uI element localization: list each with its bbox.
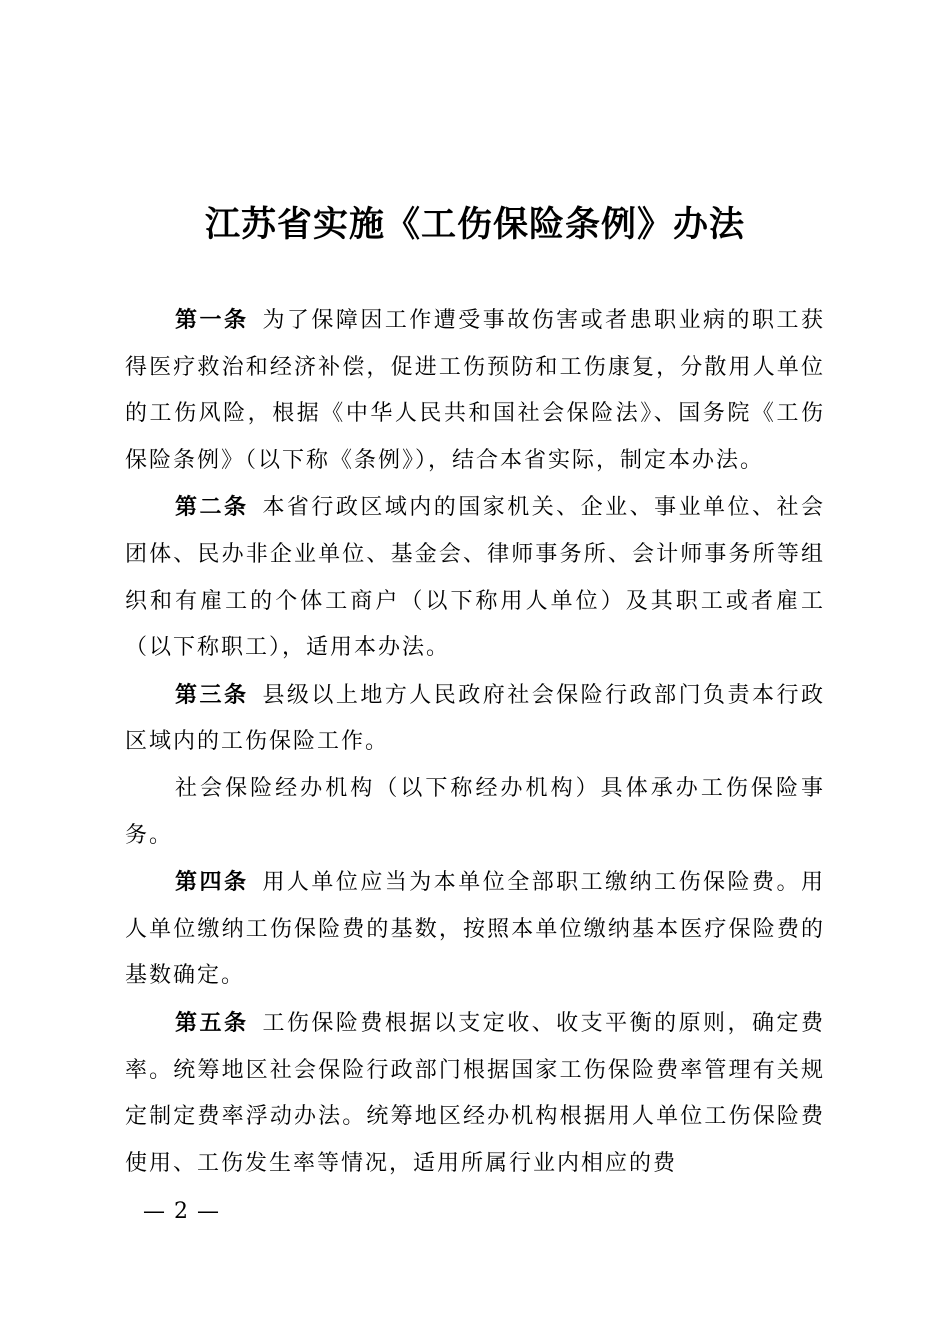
article-text: 本省行政区域内的国家机关、企业、事业单位、社会团体、民办非企业单位、基金会、律师事务所、会计师事务所等组织和有雇工的个体工商户（以下称用人单位）及其职工或者雇工（以下称职工），适用本办法。 [125, 495, 825, 661]
article-text: 工伤保险费根据以支定收、收支平衡的原则，确定费率。统筹地区社会保险行政部门根据国家工伤保险费率管理有关规定制定费率浮动办法。统筹地区经办机构根据用人单位工伤保险费使用、工伤发生率等情况，适用所属行业内相应的费 [125, 1010, 825, 1176]
article-number: 第四条 [175, 869, 249, 896]
article-text: 县级以上地方人民政府社会保险行政部门负责本行政区域内的工伤保险工作。 [125, 682, 825, 755]
page-number: — 2 — [143, 1199, 220, 1224]
article-number: 第二条 [175, 494, 249, 521]
document-body [125, 297, 825, 1187]
article-text: 社会保险经办机构（以下称经办机构）具体承办工伤保险事务。 [125, 775, 825, 848]
document-title: 江苏省实施《工伤保险条例》办法 [204, 204, 745, 245]
article-3 [125, 672, 825, 766]
article-3-clause-2 [125, 766, 825, 859]
article-number: 第五条 [175, 1009, 249, 1036]
article-text: 为了保障因工作遭受事故伤害或者患职业病的职工获得医疗救治和经济补偿，促进工伤预防和工伤康复，分散用人单位的工伤风险，根据《中华人民共和国社会保险法》、国务院《工伤保险条例》（以下称《条例》），结合本省实际，制定本办法。 [125, 308, 825, 473]
article-number: 第一条 [175, 307, 249, 333]
article-2 [125, 484, 825, 671]
article-1 [125, 297, 825, 484]
article-4 [125, 859, 825, 1000]
article-text: 用人单位应当为本单位全部职工缴纳工伤保险费。用人单位缴纳工伤保险费的基数，按照本单位缴纳基本医疗保险费的基数确定。 [125, 870, 825, 989]
article-5 [125, 1000, 825, 1187]
article-number: 第三条 [175, 681, 249, 708]
